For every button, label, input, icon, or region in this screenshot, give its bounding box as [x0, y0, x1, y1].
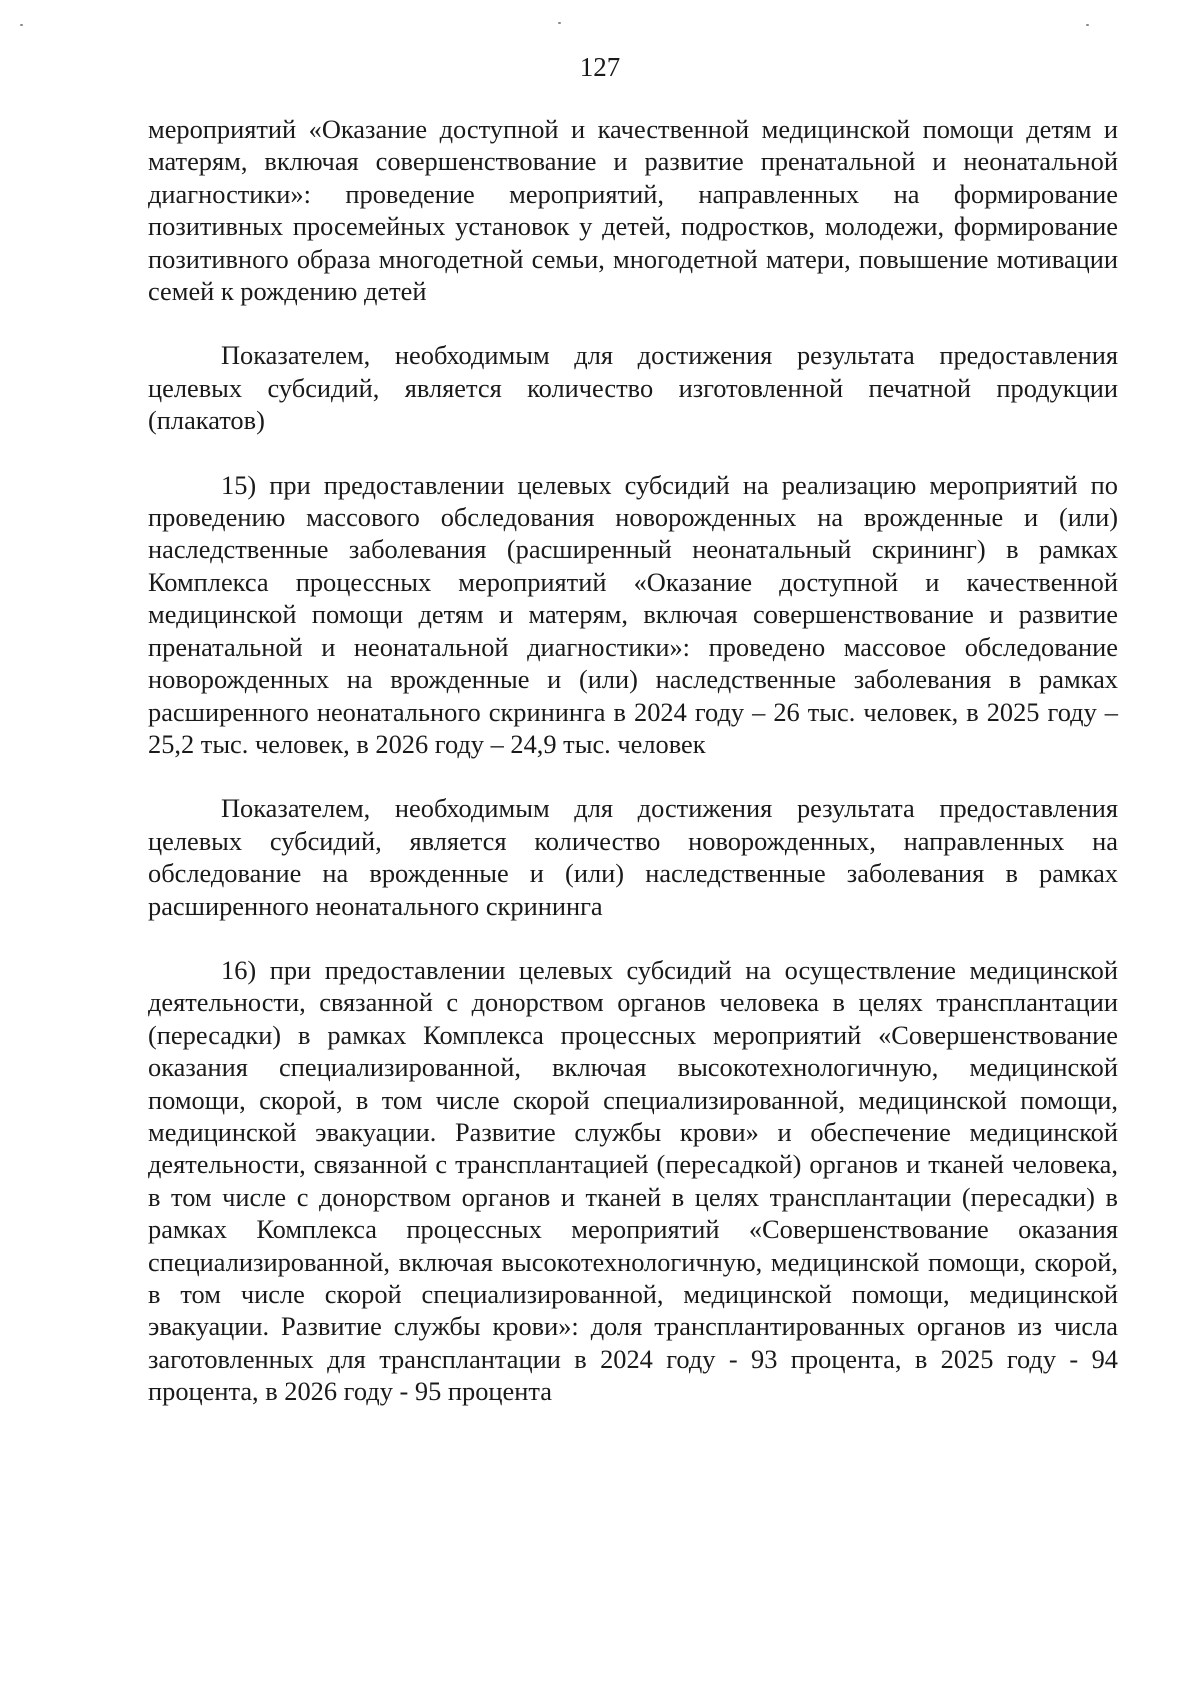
paragraph-continuation: мероприятий «Оказание доступной и качественной медицинской помощи детям и матерям, включая совершенствование и развитие пренатальной и неонатальной диагностики»: проведение мероприятий, направленных на формирование позитивных просемейных установок у детей, подростков, молодежи, формирование позитивного образа многодетной семьи, многодетной матери, повышение мотивации семей к рождению детей	[148, 114, 1118, 307]
paragraph-item-15: 15) при предоставлении целевых субсидий на реализацию мероприятий по проведению массового обследования новорожденных на врожденные и (или) наследственные заболевания (расширенный неонатальный скрининг) в рамках Комплекса процессных мероприятий «Оказание доступной и качественной медицинской помощи детям и матерям, включая совершенствование и развитие пренатальной и неонатальной диагностики»: проведено массовое обследование новорожденных на врожденные и (или) наследственные заболевания в рамках расширенного неонатального скрининга в 2024 году – 26 тыс. человек, в 2025 году – 25,2 тыс. человек, в 2026 году – 24,9 тыс. человек	[148, 469, 1118, 759]
paragraph-item-16: 16) при предоставлении целевых субсидий на осуществление медицинской деятельности, связанной с донорством органов человека в целях трансплантации (пересадки) в рамках Комплекса процессных мероприятий «Совершенствование оказания специализированной, включая высокотехнологичную, медицинской помощи, скорой, в том числе скорой специализированной, медицинской помощи, медицинской эвакуации. Развитие службы крови» и обеспечение медицинской деятельности, связанной с трансплантацией (пересадкой) органов и тканей человека, в том числе с донорством органов и тканей в целях трансплантации (пересадки) в рамках Комплекса процессных мероприятий «Совершенствование оказания специализированной, включая высокотехнологичную, медицинской помощи, скорой, в том числе скорой специализированной, медицинской помощи, медицинской эвакуации. Развитие службы крови»: доля трансплантированных органов из числа заготовленных для трансплантации в 2024 году - 93 процента, в 2025 году - 94 процента, в 2026 году - 95 процента	[148, 954, 1118, 1407]
scan-artifact	[20, 24, 23, 26]
paragraph-indicator-screening: Показателем, необходимым для достижения результата предоставления целевых субсидий, является количество новорожденных, направленных на обследование на врожденные и (или) наследственные заболевания в рамках расширенного неонатального скрининга	[148, 793, 1118, 921]
scan-artifact	[1086, 24, 1089, 26]
paragraph-indicator-posters: Показателем, необходимым для достижения результата предоставления целевых субсидий, является количество изготовленной печатной продукции (плакатов)	[148, 340, 1118, 436]
scan-artifact	[558, 22, 561, 24]
page-number: 127	[579, 52, 621, 82]
document-body	[148, 113, 1118, 1408]
